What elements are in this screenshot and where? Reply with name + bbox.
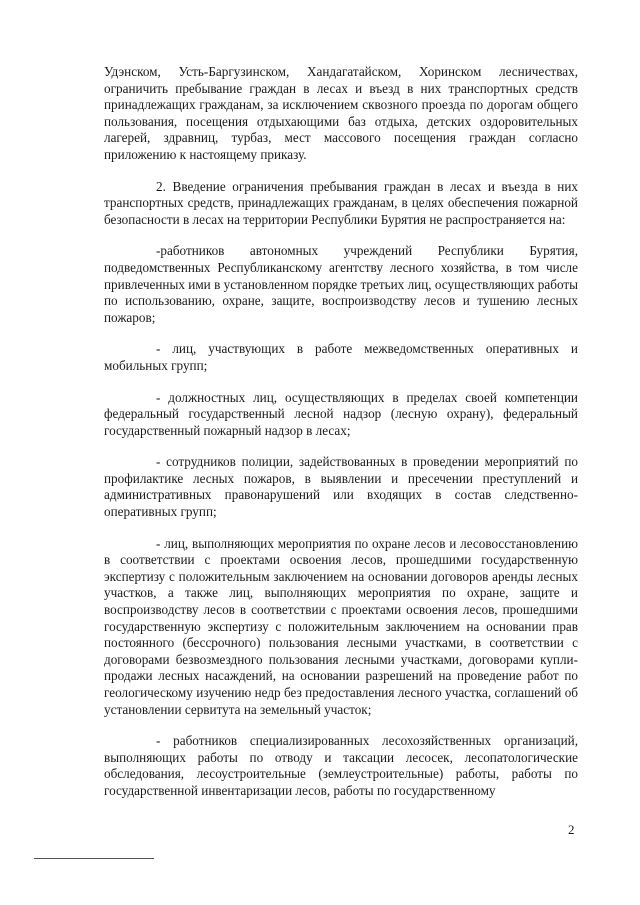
page-number: 2 [568,822,575,837]
paragraph-police: - сотрудников полиции, задействованных в проведении мероприятий по профилактике лесных пожаров, в выявлении и пресечении преступлений и административных правонарушений или входящих в состав следственно-оперативных групп; [104,454,578,520]
footer-rule [34,858,154,859]
paragraph-item-2: 2. Введение ограничения пребывания граждан в лесах и въезда в них транспортных средств, принадлежащих гражданам, в целях обеспечения пожарной безопасности в лесах на территории Республики Бурятия не распространяется на: [104,178,578,227]
paragraph-autonomous-institutions: -работников автономных учреждений Республики Бурятия, подведомственных Республиканскому агентству лесного хозяйства, в том числе привлеченных ими в установленном порядке третьих лиц, осуществляющих работы по использованию, охране, защите, воспроизводству лесов и тушению лесных пожаров; [104,243,578,325]
paragraph-operational-groups: - лиц, участвующих в работе межведомственных оперативных и мобильных групп; [104,341,578,373]
paragraph-officials: - должностных лиц, осуществляющих в пределах своей компетенции федеральный государственный лесной надзор (лесную охрану), федеральный государственный пожарный надзор в лесах; [104,389,578,438]
paragraph-specialized-organizations: - работников специализированных лесохозяйственных организаций, выполняющих работы по отводу и таксации лесосек, лесопатологические обследования, лесоустроительные (землеустроительные) работы, работы по государственной инвентаризации лесов, работы по государственному [104,733,578,798]
document-body [104,64,578,815]
paragraph-continuation: Удэнском, Усть-Баргузинском, Хандагатайском, Хоринском лесничествах, ограничить пребывание граждан в лесах и въезд в них транспортных средств принадлежащих гражданам, за исключением сквозного проезда по дорогам общего пользования, посещения отдыхающими баз отдыха, детских оздоровительных лагерей, здравниц, турбаз, мест массового посещения граждан согласно приложению к настоящему приказу. [104,64,578,162]
paragraph-forest-protection: - лиц, выполняющих мероприятия по охране лесов и лесовосстановлению в соответствии с проектами освоения лесов, прошедшими государственную экспертизу с положительным заключением на основании договоров аренды лесных участков, а также лиц, выполняющих мероприятия по охране, защите и воспроизводству лесов в соответствии с проектами освоения лесов, прошедшими государственную экспертизу с положительным заключением на основании прав постоянного (бессрочного) пользования лесными участками, в соответствии с договорами безвозмездного пользования лесными участками, договорами купли-продажи лесных насаждений, на основании разрешений на проведение работ по геологическому изучению недр без предоставления лесного участка, соглашений об установлении сервитута на земельный участок; [104,535,578,717]
